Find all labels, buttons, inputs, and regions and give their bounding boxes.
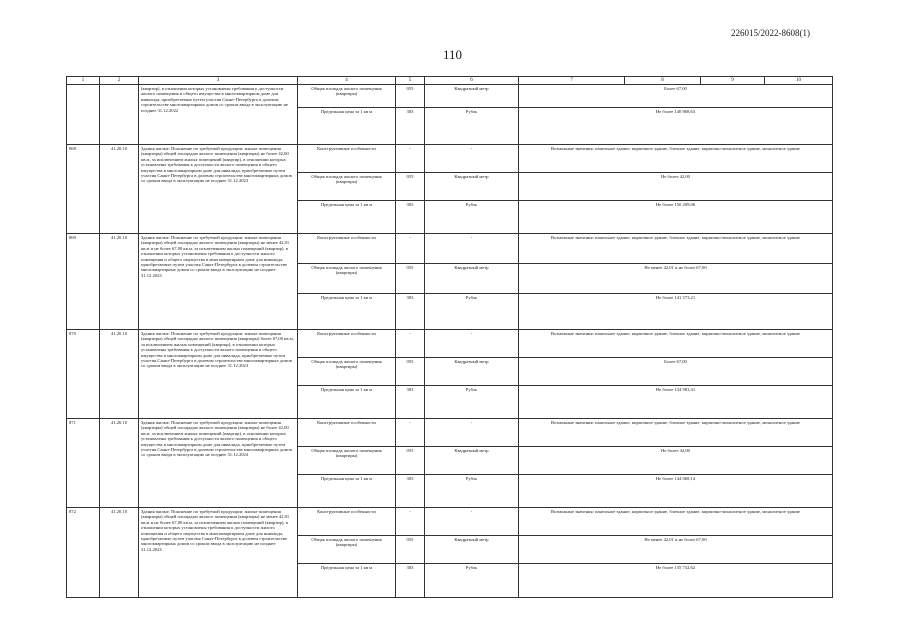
characteristic-name: Конструктивные особенности [298, 234, 396, 264]
header-cell: 1 [67, 77, 100, 85]
characteristic-value: Не более 144 068,14 [519, 475, 833, 508]
unit-name: Рубль [425, 564, 519, 598]
characteristic-name: Предельная цена за 1 кв м [298, 294, 396, 330]
characteristic-name: Конструктивные особенности [298, 419, 396, 447]
characteristic-value: Возможные значения: панельное здание, кирпичное здание, блочное здание, кирпично-монолитное здание, монолитное здание [519, 508, 833, 536]
characteristic-name: Общая площадь жилого помещения (квартиры) [298, 85, 396, 108]
table-row [67, 419, 833, 447]
table-row [67, 234, 833, 264]
characteristic-value: Более 67,00 [519, 85, 833, 108]
unit-name: - [425, 330, 519, 358]
header-cell: 3 [139, 77, 298, 85]
page-number: 110 [442, 47, 463, 62]
okei-code: 383 [396, 386, 425, 419]
table-row [67, 85, 833, 108]
characteristic-value: Не более 141 573,21 [519, 294, 833, 330]
characteristic-name: Общая площадь жилого помещения (квартиры) [298, 264, 396, 294]
product-description: Здания жилые. Пояснение по требуемой продукции: жилые помещения (квартиры) общей площадью жилого помещения (квартиры) не менее 42,01 кв.м и не более 67,00 кв.м, за исключением жилых помещений (квартир), в отношении которых установлены требования к доступности жилого помещения и общего имущества в многоквартирном доме для инвалида, приобретаемые путем участия Санкт-Петербурга в долевом строительстве многоквартирных домов со сроком ввода в эксплуатацию не позднее 31.12.2023 [139, 234, 298, 330]
okei-code: 383 [396, 294, 425, 330]
header-cell: 5 [396, 77, 425, 85]
header-row [67, 77, 833, 85]
characteristic-name: Общая площадь жилого помещения (квартиры) [298, 173, 396, 201]
header-cell: 8 [625, 77, 701, 85]
table-row [67, 508, 833, 536]
row-number: 871 [67, 419, 100, 508]
unit-name: - [425, 508, 519, 536]
okei-code: 055 [396, 85, 425, 108]
characteristic-name: Предельная цена за 1 кв м [298, 201, 396, 234]
okei-code: - [396, 145, 425, 173]
row-number [67, 85, 100, 145]
document-number: 226015/2022-8608(1) [731, 28, 810, 38]
table-row [67, 145, 833, 173]
okei-code: 383 [396, 475, 425, 508]
okei-code: 383 [396, 564, 425, 598]
unit-name: Квадратный метр [425, 536, 519, 564]
characteristic-name: Предельная цена за 1 кв м [298, 475, 396, 508]
okei-code: - [396, 330, 425, 358]
characteristic-value: Не более 150 209,06 [519, 201, 833, 234]
unit-name: Рубль [425, 475, 519, 508]
characteristic-value: Возможные значения: панельное здание, кирпичное здание, блочное здание, кирпично-монолитное здание, монолитное здание [519, 234, 833, 264]
header-cell: 2 [100, 77, 139, 85]
unit-name: Рубль [425, 294, 519, 330]
header-cell: 7 [519, 77, 625, 85]
characteristic-value: Возможные значения: панельное здание, кирпичное здание, блочное здание, кирпично-монолитное здание, монолитное здание [519, 419, 833, 447]
unit-name: Квадратный метр [425, 85, 519, 108]
unit-name: - [425, 234, 519, 264]
okei-code: 383 [396, 201, 425, 234]
characteristic-name: Предельная цена за 1 кв м [298, 386, 396, 419]
okei-code: - [396, 419, 425, 447]
row-number: 869 [67, 234, 100, 330]
okei-code: 055 [396, 173, 425, 201]
characteristic-name: Конструктивные особенности [298, 330, 396, 358]
characteristic-name: Предельная цена за 1 кв м [298, 564, 396, 598]
unit-name: Квадратный метр [425, 264, 519, 294]
unit-name: Квадратный метр [425, 447, 519, 475]
row-number: 868 [67, 145, 100, 234]
unit-name: Рубль [425, 108, 519, 145]
header-cell: 10 [765, 77, 833, 85]
characteristic-name: Общая площадь жилого помещения (квартиры) [298, 447, 396, 475]
characteristic-value: Не менее 42,01 и не более 67,00 [519, 264, 833, 294]
characteristic-name: Предельная цена за 1 кв м [298, 108, 396, 145]
unit-name: Рубль [425, 386, 519, 419]
header-cell: 4 [298, 77, 396, 85]
characteristic-name: Конструктивные особенности [298, 145, 396, 173]
characteristic-value: Возможные значения: панельное здание, кирпичное здание, блочное здание, кирпично-монолитное здание, монолитное здание [519, 145, 833, 173]
products-table [66, 76, 833, 598]
product-description: Здания жилые. Пояснение по требуемой продукции: жилые помещения (квартиры) общей площадью жилого помещения (квартиры) не более 42,00 кв.м, за исключением жилых помещений (квартир), в отношении которых установлены требования к доступности жилого помещения и общего имущества в многоквартирном доме для инвалида, приобретаемые путем участия Санкт-Петербурга в долевом строительстве многоквартирных домов со сроком ввода в эксплуатацию не позднее 31.12.2024 [139, 419, 298, 508]
unit-name: Рубль [425, 201, 519, 234]
table-row [67, 330, 833, 358]
row-number: 870 [67, 330, 100, 419]
okpd-code: 41.20.10 [100, 330, 139, 419]
characteristic-value: Не более 42,00 [519, 173, 833, 201]
unit-name: - [425, 419, 519, 447]
characteristic-value: Не менее 42,01 и не более 67,00 [519, 536, 833, 564]
unit-name: Квадратный метр [425, 173, 519, 201]
row-number: 872 [67, 508, 100, 598]
okpd-code: 41.20.10 [100, 234, 139, 330]
okpd-code: 41.20.10 [100, 508, 139, 598]
characteristic-value: Более 67,00 [519, 358, 833, 386]
characteristic-name: Общая площадь жилого помещения (квартиры) [298, 536, 396, 564]
characteristic-name: Общая площадь жилого помещения (квартиры) [298, 358, 396, 386]
product-description: (квартир), в отношении которых установлены требования к доступности жилого помещения и общего имущества в многоквартирном доме для инвалида, приобретаемые путем участия Санкт-Петербурга в долевом строительстве многоквартирных домов со сроком ввода в эксплуатацию не позднее 31.12.2022 [139, 85, 298, 145]
product-description: Здания жилые. Пояснение по требуемой продукции: жилые помещения (квартиры) общей площадью жилого помещения (квартиры) не менее 42,01 кв.м и не более 67,00 кв.м, за исключением жилых помещений (квартир), в отношении которых установлены требования к доступности жилого помещения и общего имущества в многоквартирном доме для инвалида, приобретаемые путем участия Санкт-Петербурга в долевом строительстве многоквартирных домов со сроком ввода в эксплуатацию не позднее 31.12.2024 [139, 508, 298, 598]
product-description: Здания жилые. Пояснение по требуемой продукции: жилые помещения (квартиры) общей площадью жилого помещения (квартиры) более 67,00 кв.м, за исключением жилых помещений (квартир), в отношении которых установлены требования к доступности жилого помещения и общего имущества в многоквартирном доме для инвалида, приобретаемые путем участия Санкт-Петербурга в долевом строительстве многоквартирных домов со сроком ввода в эксплуатацию не позднее 31.12.2023 [139, 330, 298, 419]
characteristic-value: Не более 135 732,62 [519, 564, 833, 598]
okei-code: 055 [396, 447, 425, 475]
okpd-code: 41.20.10 [100, 145, 139, 234]
okei-code: 055 [396, 358, 425, 386]
header-cell: 6 [425, 77, 519, 85]
okpd-code: 41.20.10 [100, 419, 139, 508]
okei-code: - [396, 508, 425, 536]
characteristic-name: Конструктивные особенности [298, 508, 396, 536]
unit-name: - [425, 145, 519, 173]
okei-code: 055 [396, 264, 425, 294]
header-cell: 9 [701, 77, 765, 85]
okei-code: 383 [396, 108, 425, 145]
characteristic-value: Возможные значения: панельное здание, кирпичное здание, блочное здание, кирпично-монолитное здание, монолитное здание [519, 330, 833, 358]
product-description: Здания жилые. Пояснение по требуемой продукции: жилые помещения (квартиры) общей площадью жилого помещения (квартиры) не более 42,00 кв.м, за исключением жилых помещений (квартир), в отношении которых установлены требования к доступности жилого помещения и общего имущества в многоквартирном доме для инвалида, приобретаемые путем участия Санкт-Петербурга в долевом строительстве многоквартирных домов со сроком ввода в эксплуатацию не позднее 31.12.2023 [139, 145, 298, 234]
characteristic-value: Не более 42,00 [519, 447, 833, 475]
characteristic-value: Не более 134 983,41 [519, 386, 833, 419]
characteristic-value: Не более 140 868,63 [519, 108, 833, 145]
unit-name: Квадратный метр [425, 358, 519, 386]
okpd-code [100, 85, 139, 145]
okei-code: 055 [396, 536, 425, 564]
okei-code: - [396, 234, 425, 264]
